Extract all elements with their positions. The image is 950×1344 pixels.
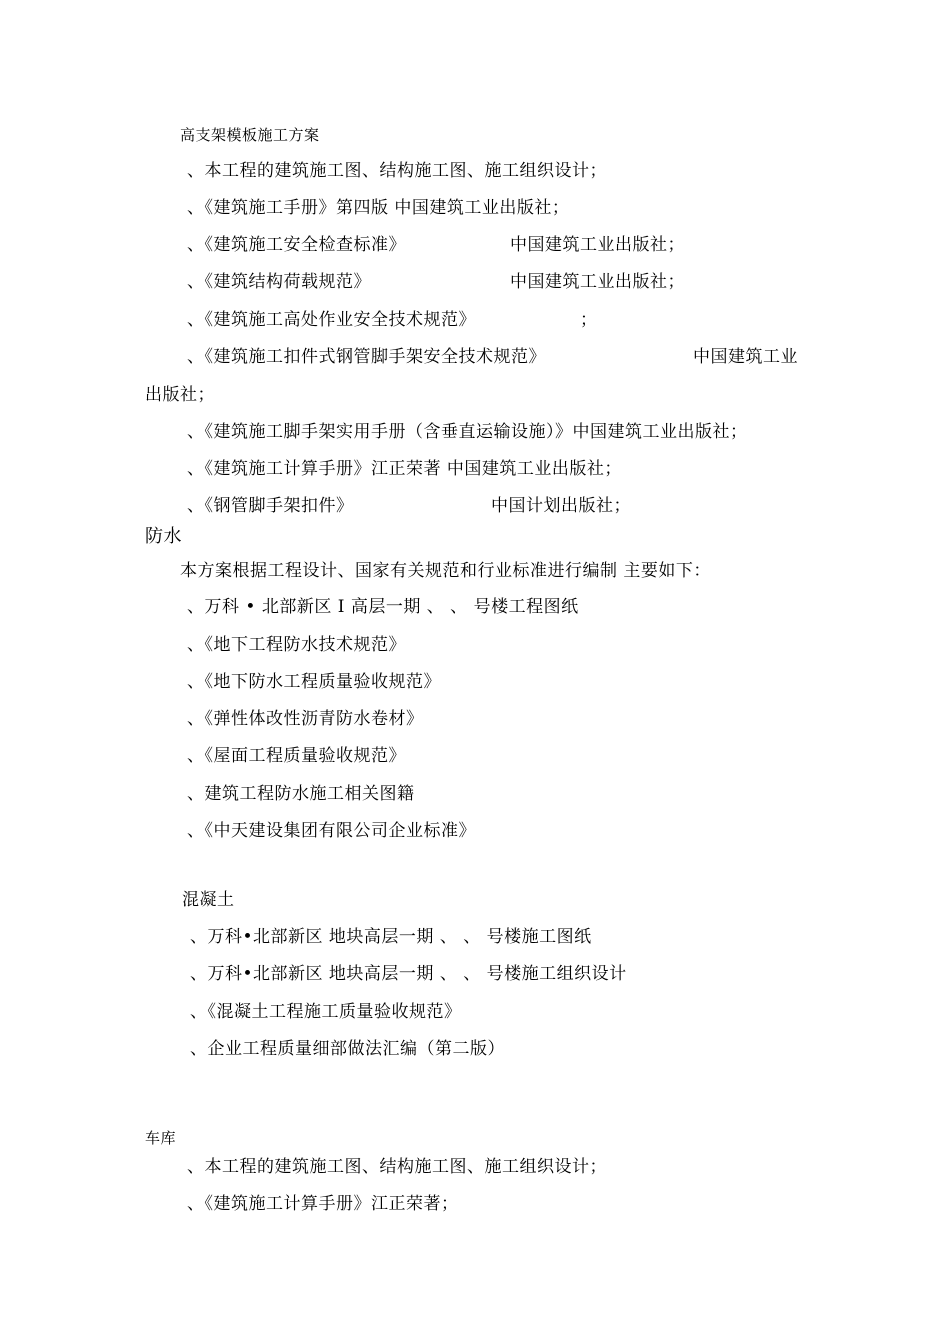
list-item xyxy=(187,271,747,293)
section-title-garage: 车库 xyxy=(145,1129,177,1147)
reference-title: 、《建筑结构荷载规范》 xyxy=(187,272,371,292)
list-item-continuation: 出版社； xyxy=(145,385,215,405)
section-title-waterproof: 防水 xyxy=(145,526,182,547)
list-item: 、《中天建设集团有限公司企业标准》 xyxy=(187,821,476,841)
section-intro: 本方案根据工程设计、国家有关规范和行业标准进行编制 主要如下： xyxy=(180,561,711,581)
list-item: 、《建筑施工计算手册》江正荣著； xyxy=(187,1194,459,1214)
list-item: 、《建筑施工计算手册》江正荣著 中国建筑工业出版社； xyxy=(187,459,622,479)
list-item: 、万科 • 北部新区 I 高层一期 、 、 号楼工程图纸 xyxy=(187,597,579,617)
list-item: 、《弹性体改性沥青防水卷材》 xyxy=(187,709,424,729)
list-item: 、本工程的建筑施工图、结构施工图、施工组织设计； xyxy=(187,161,607,181)
list-item: 、建筑工程防水施工相关图籍 xyxy=(187,784,415,804)
reference-publisher: ； xyxy=(580,310,598,330)
reference-publisher: 中国建筑工业 xyxy=(693,347,798,367)
section-title-formwork: 高支架模板施工方案 xyxy=(180,126,320,144)
list-item: 、万科•北部新区 地块高层一期 、 、 号楼施工组织设计 xyxy=(190,964,627,984)
list-item: 、《建筑施工脚手架实用手册（含垂直运输设施）》中国建筑工业出版社； xyxy=(187,422,748,442)
list-item xyxy=(187,234,747,256)
reference-publisher: 中国计划出版社； xyxy=(491,496,631,516)
list-item: 、《地下防水工程质量验收规范》 xyxy=(187,672,441,692)
list-item: 、万科•北部新区 地块高层一期 、 、 号楼施工图纸 xyxy=(190,927,592,947)
list-item: 、《地下工程防水技术规范》 xyxy=(187,635,406,655)
list-item xyxy=(187,495,747,517)
reference-publisher: 中国建筑工业出版社； xyxy=(510,272,685,292)
list-item: 、《屋面工程质量验收规范》 xyxy=(187,746,406,766)
reference-title: 、《建筑施工扣件式钢管脚手架安全技术规范》 xyxy=(187,347,546,367)
list-item xyxy=(187,309,747,331)
list-item: 、《混凝土工程施工质量验收规范》 xyxy=(190,1002,462,1022)
reference-publisher: 中国建筑工业出版社； xyxy=(510,235,685,255)
list-item: 、企业工程质量细部做法汇编（第二版） xyxy=(190,1039,505,1059)
reference-title: 、《建筑施工安全检查标准》 xyxy=(187,235,406,255)
list-item: 、本工程的建筑施工图、结构施工图、施工组织设计； xyxy=(187,1157,607,1177)
reference-title: 、《建筑施工高处作业安全技术规范》 xyxy=(187,310,476,330)
list-item: 、《建筑施工手册》第四版 中国建筑工业出版社； xyxy=(187,198,570,218)
section-title-concrete: 混凝土 xyxy=(182,890,235,910)
reference-title: 、《钢管脚手架扣件》 xyxy=(187,496,354,516)
list-item xyxy=(187,346,817,368)
